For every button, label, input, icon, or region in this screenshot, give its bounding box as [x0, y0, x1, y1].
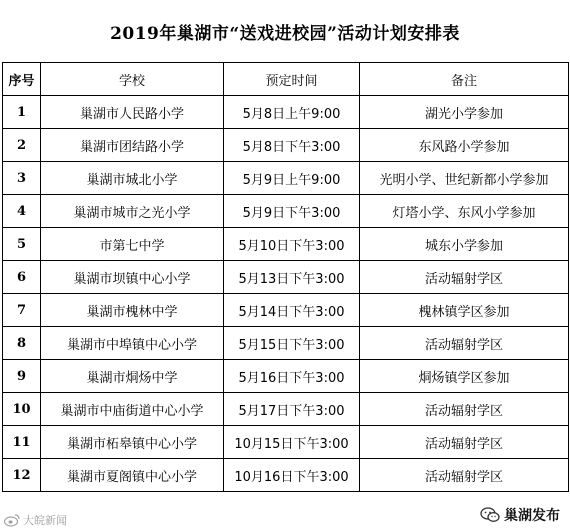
cell-time: 5月16日下午3:00 [224, 360, 360, 393]
cell-note: 湖光小学参加 [360, 96, 569, 129]
table-row [3, 195, 569, 228]
cell-time: 5月13日下午3:00 [224, 261, 360, 294]
cell-school: 巢湖市城市之光小学 [41, 195, 224, 228]
cell-index: 1 [3, 96, 41, 129]
wechat-icon [480, 507, 500, 523]
table-row [3, 228, 569, 261]
cell-time: 5月15日下午3:00 [224, 327, 360, 360]
cell-note: 活动辐射学区 [360, 459, 569, 492]
header-note: 备注 [360, 63, 569, 96]
watermark-right [480, 504, 560, 526]
cell-school: 巢湖市人民路小学 [41, 96, 224, 129]
cell-index: 4 [3, 195, 41, 228]
cell-note: 光明小学、世纪新都小学参加 [360, 162, 569, 195]
cell-note: 烔炀镇学区参加 [360, 360, 569, 393]
table-row [3, 162, 569, 195]
cell-note: 城东小学参加 [360, 228, 569, 261]
cell-time: 5月8日下午3:00 [224, 129, 360, 162]
cell-school: 巢湖市中庙街道中心小学 [41, 393, 224, 426]
cell-index: 7 [3, 294, 41, 327]
header-index: 序号 [3, 63, 41, 96]
cell-index: 5 [3, 228, 41, 261]
cell-school: 市第七中学 [41, 228, 224, 261]
cell-time: 5月14日下午3:00 [224, 294, 360, 327]
page-title: 2019年巢湖市“送戏进校园”活动计划安排表 [110, 23, 460, 44]
table-row [3, 294, 569, 327]
table-row [3, 261, 569, 294]
cell-note: 活动辐射学区 [360, 393, 569, 426]
cell-note: 活动辐射学区 [360, 327, 569, 360]
table-row [3, 393, 569, 426]
cell-time: 5月8日上午9:00 [224, 96, 360, 129]
table-row [3, 96, 569, 129]
header-time: 预定时间 [224, 63, 360, 96]
cell-school: 巢湖市槐林中学 [41, 294, 224, 327]
cell-school: 巢湖市夏阁镇中心小学 [41, 459, 224, 492]
cell-school: 巢湖市坝镇中心小学 [41, 261, 224, 294]
cell-school: 巢湖市城北小学 [41, 162, 224, 195]
cell-index: 8 [3, 327, 41, 360]
table-header-row [3, 63, 569, 96]
cell-index: 11 [3, 426, 41, 459]
cell-school: 巢湖市中埠镇中心小学 [41, 327, 224, 360]
cell-time: 5月9日上午9:00 [224, 162, 360, 195]
table-row [3, 360, 569, 393]
cell-note: 东风路小学参加 [360, 129, 569, 162]
cell-school: 巢湖市柘皋镇中心小学 [41, 426, 224, 459]
cell-time: 10月16日下午3:00 [224, 459, 360, 492]
table-row [3, 426, 569, 459]
watermark-right-text: 巢湖发布 [504, 508, 560, 524]
watermark-left-text: 大皖新闻 [23, 514, 67, 527]
cell-note: 灯塔小学、东风小学参加 [360, 195, 569, 228]
table-row [3, 327, 569, 360]
cell-index: 12 [3, 459, 41, 492]
table-row [3, 129, 569, 162]
cell-index: 2 [3, 129, 41, 162]
cell-index: 10 [3, 393, 41, 426]
table-row [3, 459, 569, 492]
cell-school: 巢湖市烔炀中学 [41, 360, 224, 393]
cell-note: 活动辐射学区 [360, 426, 569, 459]
cell-note: 活动辐射学区 [360, 261, 569, 294]
cell-index: 3 [3, 162, 41, 195]
table-body [3, 96, 569, 492]
cell-time: 5月17日下午3:00 [224, 393, 360, 426]
cell-note: 槐林镇学区参加 [360, 294, 569, 327]
cell-index: 6 [3, 261, 41, 294]
cell-time: 10月15日下午3:00 [224, 426, 360, 459]
cell-index: 9 [3, 360, 41, 393]
watermark-left [4, 510, 67, 530]
weibo-icon [4, 513, 20, 527]
cell-time: 5月9日下午3:00 [224, 195, 360, 228]
header-school: 学校 [41, 63, 224, 96]
schedule-table [2, 62, 569, 492]
cell-time: 5月10日下午3:00 [224, 228, 360, 261]
cell-school: 巢湖市团结路小学 [41, 129, 224, 162]
